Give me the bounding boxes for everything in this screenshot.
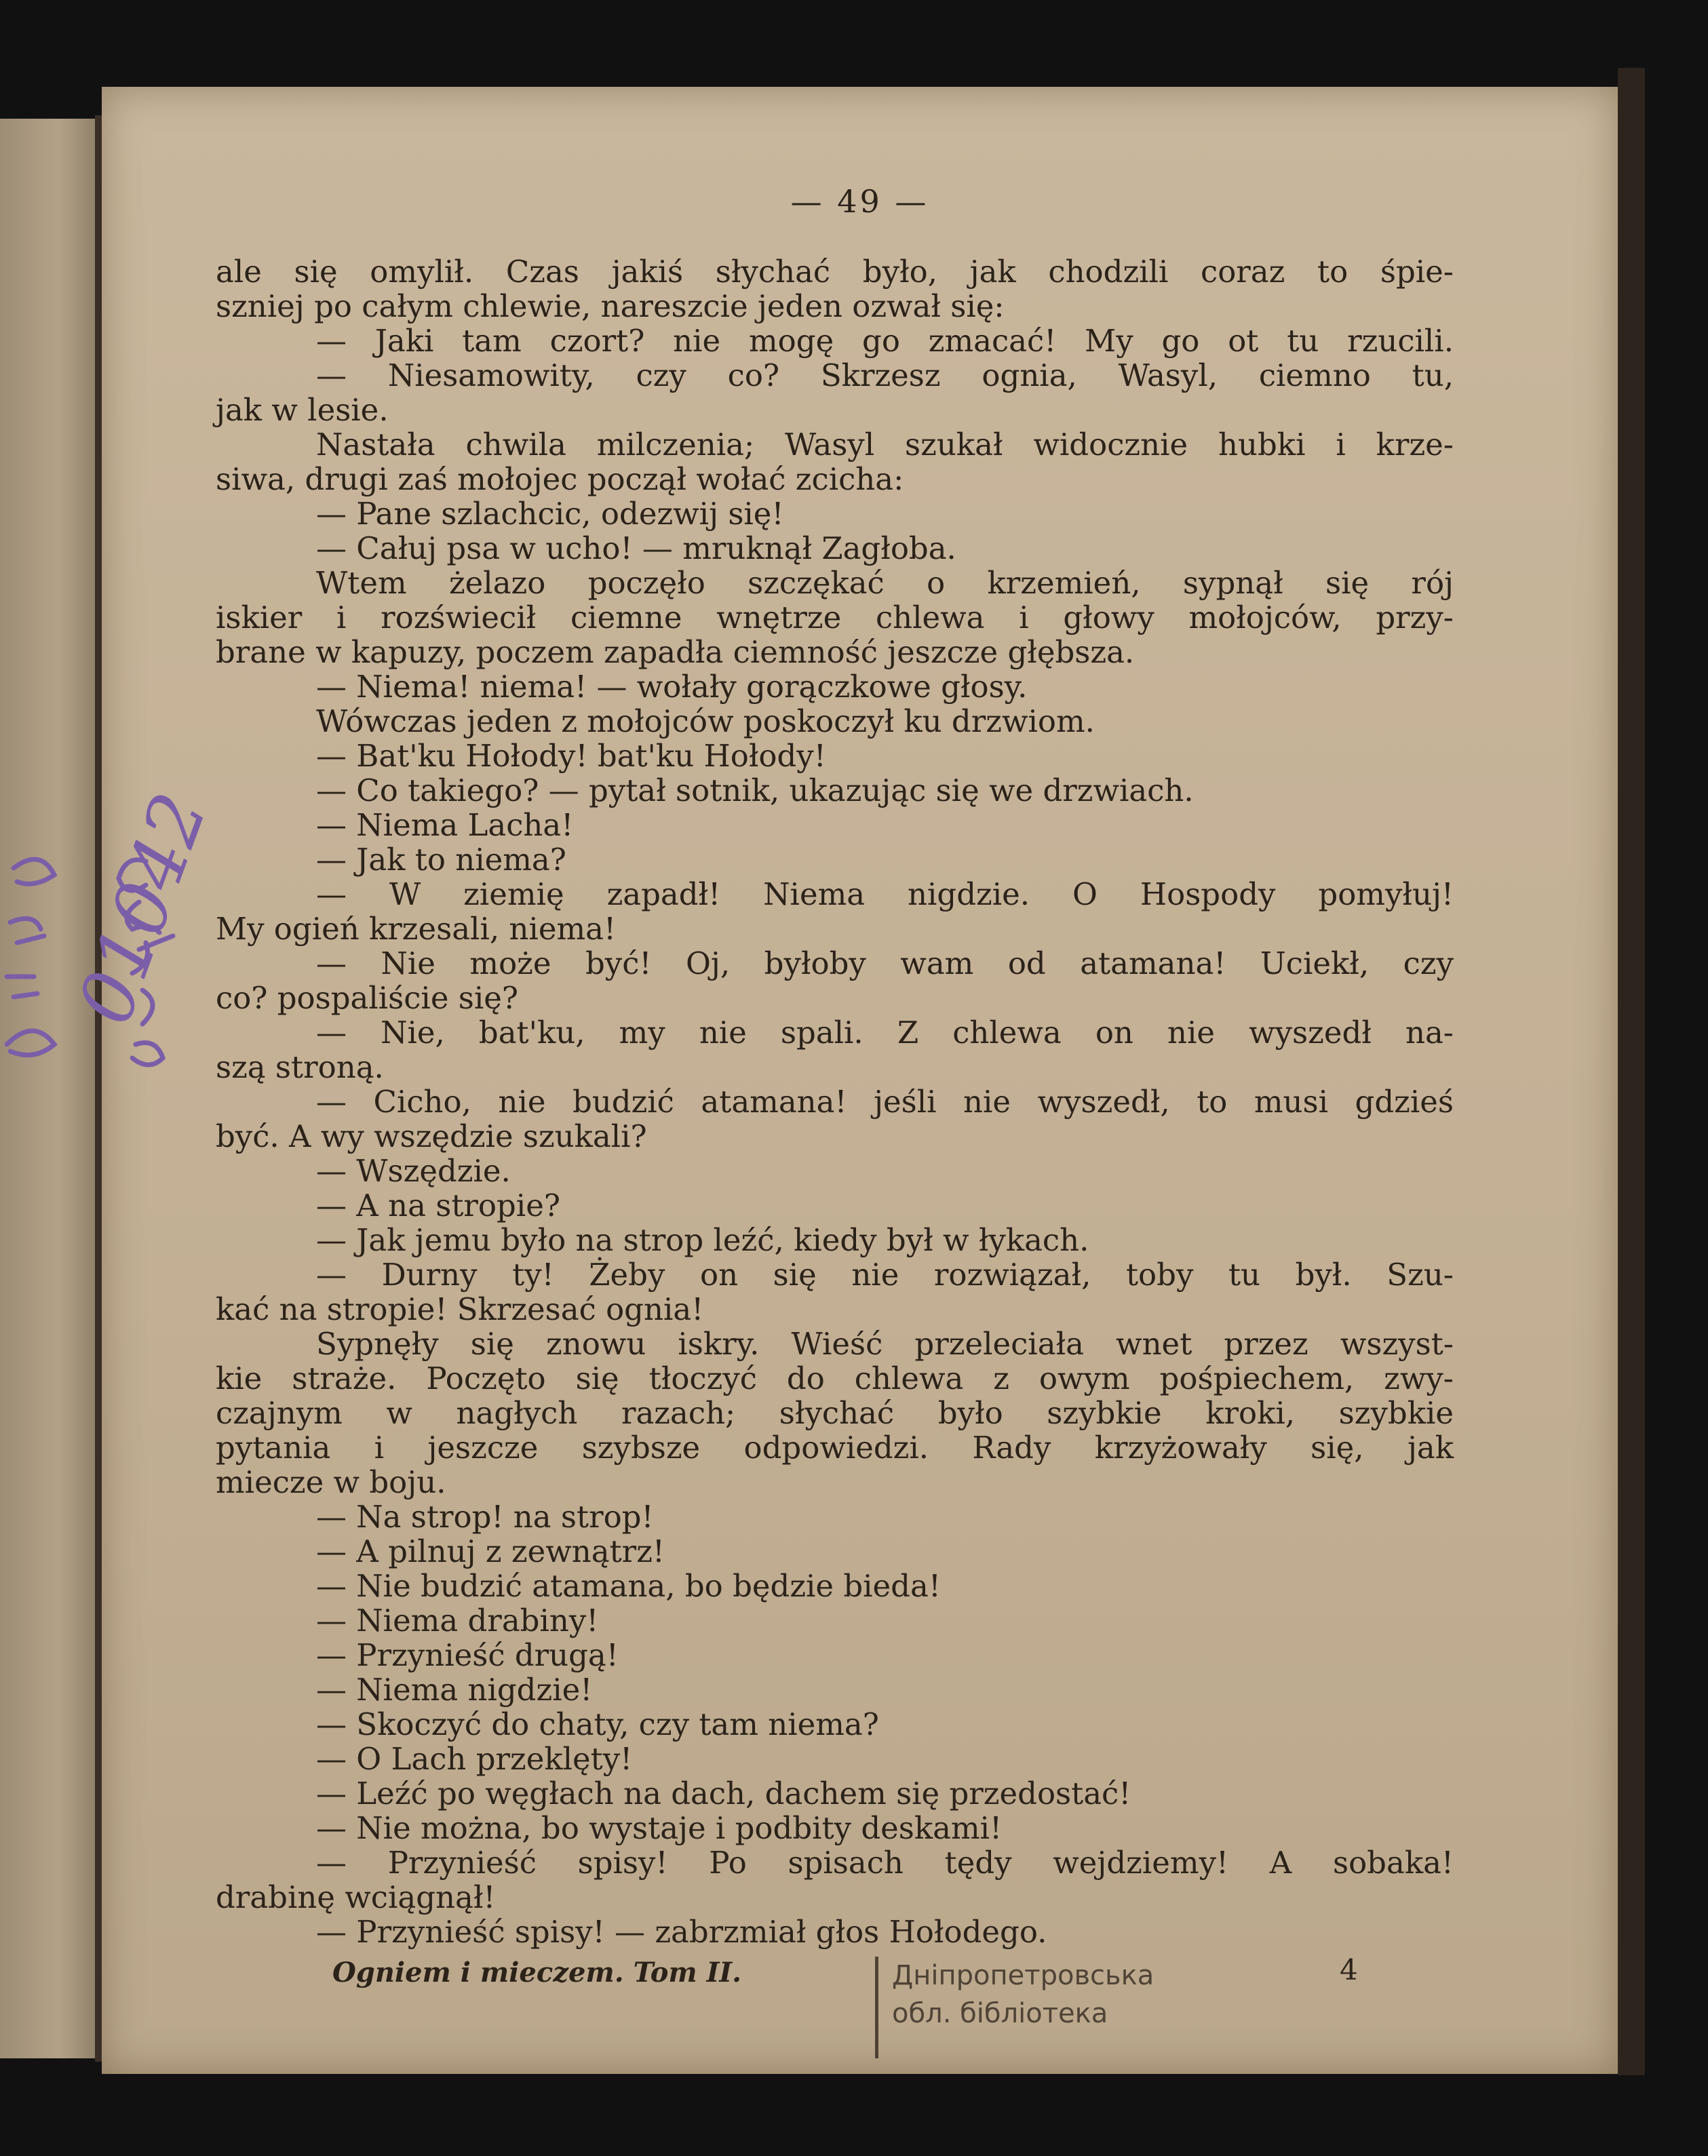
text-line: — Bat'ku Hołody! bat'ku Hołody! (316, 738, 826, 774)
page-number-header: — 49 — (790, 183, 929, 220)
text-line: — O Lach przeklęty! (316, 1741, 633, 1777)
text-line: szniej po całym chlewie, nareszcie jeden ozwał się: (216, 288, 1005, 324)
text-line: iskier i rozświecił ciemne wnętrze chlewa i głowy mołojców, przy- (216, 600, 1454, 635)
text-line: — Cicho, nie budzić atamana! jeśli nie wyszedł, to musi gdzieś (316, 1084, 1454, 1120)
text-line: — Jak to niema? (316, 842, 566, 878)
text-line: jak w lesie. (216, 392, 389, 428)
text-line: — A pilnuj z zewnątrz! (316, 1533, 665, 1569)
text-line: — Leźć po węgłach na dach, dachem się przedostać! (316, 1776, 1131, 1811)
text-line: — Przynieść spisy! — zabrzmiał głos Hołodego. (316, 1914, 1047, 1950)
text-line: — Durny ty! Żeby on się nie rozwiązał, toby tu był. Szu- (316, 1257, 1454, 1293)
text-line: — Skoczyć do chaty, czy tam niema? (316, 1706, 879, 1742)
text-line: — Jak jemu było na strop leźć, kiedy był w łykach. (316, 1222, 1089, 1258)
text-line: — Przynieść drugą! (316, 1637, 619, 1673)
text-line: — Nie można, bo wystaje i podbity deskami! (316, 1810, 1003, 1846)
text-line: — Przynieść spisy! Po spisach tędy wejdziemy! A sobaka! (316, 1845, 1454, 1881)
text-line: ale się omylił. Czas jakiś słychać było, jak chodzili coraz to śpie- (216, 254, 1454, 290)
text-line: siwa, drugi zaś mołojec począł wołać zcicha: (216, 461, 904, 497)
stamp-line-1: Днiпропетровська (892, 1960, 1154, 1991)
text-line: szą stroną. (216, 1049, 384, 1085)
handwritten-catalog-number (0, 782, 224, 1112)
text-line: kie straże. Poczęto się tłoczyć do chlewa z owym pośpiechem, zwy- (216, 1360, 1454, 1396)
text-line: My ogień krzesali, niema! (216, 911, 617, 947)
text-line: — Wszędzie. (316, 1153, 511, 1189)
library-stamp (875, 1957, 1340, 2058)
text-line: Sypnęły się znowu iskry. Wieść przeleciała wnet przez wszyst- (316, 1326, 1454, 1362)
text-line: — Niema drabiny! (316, 1603, 599, 1639)
footer-book-title: Ogniem i mieczem. Tom II. (332, 1957, 742, 1988)
text-line: — Niesamowity, czy co? Skrzesz ognia, Wasyl, ciemno tu, (316, 357, 1454, 393)
text-line: — Co takiego? — pytał sotnik, ukazując się we drzwiach. (316, 772, 1194, 808)
page-body-text (216, 254, 1454, 1949)
text-line: pytania i jeszcze szybsze odpowiedzi. Rady krzyżowały się, jak (216, 1430, 1454, 1466)
text-line: drabinę wciągnął! (216, 1879, 496, 1915)
text-line: — Całuj psa w ucho! — mruknął Zagłoba. (316, 530, 956, 566)
text-line: — Niema Lacha! (316, 807, 574, 843)
text-line: co? pospaliście się? (216, 980, 519, 1016)
footer-signature-mark: 4 (1340, 1953, 1358, 1986)
text-line: Wówczas jeden z mołojców poskoczył ku drzwiom. (316, 703, 1095, 739)
text-line: — Jaki tam czort? nie mogę go zmacać! My go ot tu rzucili. (316, 323, 1454, 359)
text-line: — Niema nigdzie! (316, 1672, 593, 1708)
text-line: — Nie budzić atamana, bo będzie bieda! (316, 1568, 941, 1604)
text-line: Wtem żelazo poczęło szczękać o krzemień, sypnął się rój (316, 565, 1454, 601)
text-line: brane w kapuzy, poczem zapadła ciemność jeszcze głębsza. (216, 634, 1135, 670)
text-line: miecze w boju. (216, 1464, 446, 1500)
book-cover-edge (1618, 68, 1645, 2075)
text-line: — A na stropie? (316, 1188, 560, 1223)
text-line: kać na stropie! Skrzesać ognia! (216, 1291, 704, 1327)
text-line: — W ziemię zapadł! Niema nigdzie. O Hospody pomyłuj! (316, 876, 1454, 912)
text-line: — Nie może być! Oj, byłoby wam od atamana! Uciekł, czy (316, 945, 1454, 981)
text-line: — Pane szlachcic, odezwij się! (316, 496, 784, 532)
text-line: być. A wy wszędzie szukali? (216, 1118, 647, 1154)
text-line: — Na strop! na strop! (316, 1499, 654, 1535)
text-line: — Niema! niema! — wołały gorączkowe głosy. (316, 669, 1028, 705)
text-line: czajnym w nagłych razach; słychać było szybkie kroki, szybkie (216, 1395, 1454, 1431)
text-line: Nastała chwila milczenia; Wasyl szukał widocznie hubki i krze- (316, 427, 1454, 463)
svg-text:01042: 01042 (61, 782, 224, 1035)
stamp-line-2: обл. бiблiотека (892, 1998, 1108, 2029)
text-line: — Nie, bat'ku, my nie spali. Z chlewa on nie wyszedł na- (316, 1015, 1454, 1051)
